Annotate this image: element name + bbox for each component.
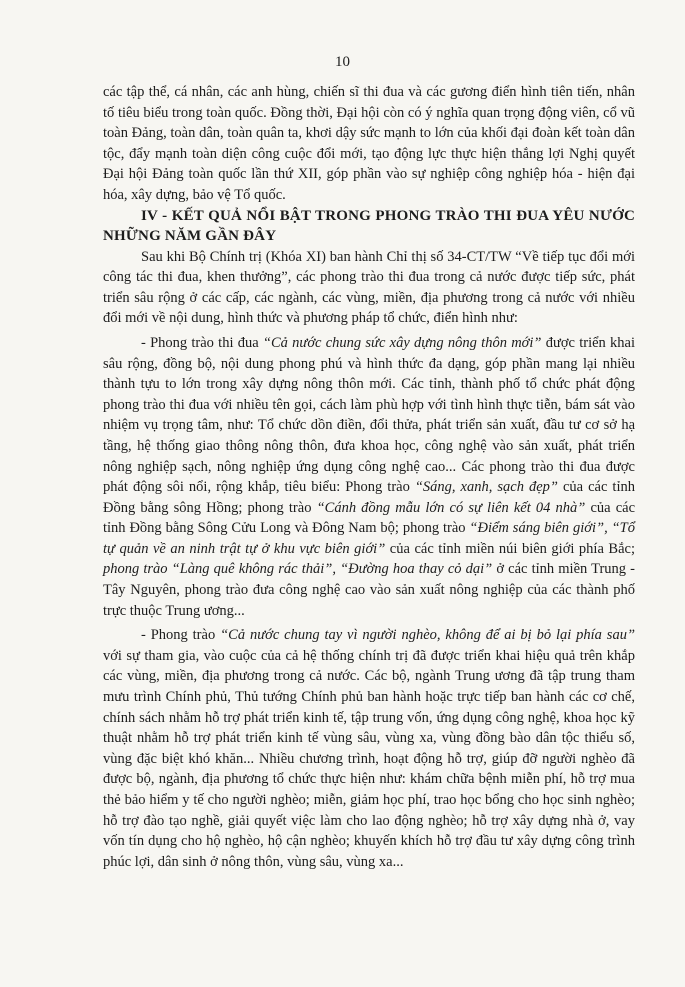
paragraph-intro: các tập thể, cá nhân, các anh hùng, chiến sĩ thi đua và các gương điển hình tiên tiến, nhân tố tiêu biểu trong toàn quốc. Đồng thời, Đại hội còn có ý nghĩa quan trọng động viên, cổ vũ toàn Đảng, toàn dân, toàn quân ta, khơi dậy sức mạnh to lớn của khối đại đoàn kết toàn dân tộc, đẩy mạnh toàn diện công cuộc đổi mới, tạo động lực thực hiện thắng lợi Nghị quyết Đại hội Đảng toàn quốc lần thứ XII, góp phần vào sự nghiệp công nghiệp hóa - hiện đại hóa, xây dựng, bảo vệ Tổ quốc. bbox=[103, 84, 635, 203]
paragraph-new-rural: - Phong trào thi đua “Cả nước chung sức xây dựng nông thôn mới” được triển khai sâu rộng, đồng bộ, nội dung phong phú và hình thức đa dạng, góp phần mang lại nhiều thành tựu to lớn trong xây dựng nông thôn mới. Các tỉnh, thành phố tổ chức phát động phong trào thi đua với nhiều tên gọi, cách làm phù hợp với tình hình thực tiễn, bám sát vào nhiệm vụ trọng tâm, như: Tổ chức dồn điền, đổi thửa, phát triển sản xuất, đầu tư cơ sở hạ tầng, hệ thống giao thông nông thôn, đưa khoa học, công nghệ vào sản xuất, phát triển nông nghiệp sạch, nông nghiệp ứng dụng công nghệ cao... Các phong trào thi đua được phát động sôi nổi, rộng khắp, tiêu biểu: Phong trào “Sáng, xanh, sạch đẹp” của các tỉnh Đồng bằng sông Hồng; phong trào “Cánh đồng mẫu lớn có sự liên kết 04 nhà” của các tỉnh Đồng bằng Sông Cửu Long và Đông Nam bộ; phong trào “Điểm sáng biên giới”, “Tổ tự quản về an ninh trật tự ở khu vực biên giới” của các tỉnh miền núi biên giới phía Bắc; phong trào “Làng quê không rác thải”, “Đường hoa thay cỏ dại” ở các tỉnh miền Trung - Tây Nguyên, phong trào đưa công nghệ cao vào sản xuất nông nghiệp của các thành phố trực thuộc Trung ương... bbox=[103, 334, 636, 619]
page-number: 10 bbox=[335, 54, 350, 70]
paragraph-directive: Sau khi Bộ Chính trị (Khóa XI) ban hành Chỉ thị số 34-CT/TW “Về tiếp tục đổi mới công tác thi đua, khen thưởng”, các phong trào thi đua trong cả nước được tiếp sức, phát triển sâu rộng ở các cấp, các ngành, các vùng, miền, địa phương trong cả nước với nhiều đổi mới về nội dung, hình thức và phương pháp tổ chức, điển hình như: bbox=[103, 248, 635, 327]
paragraph-poverty: - Phong trào “Cả nước chung tay vì người nghèo, không để ai bị bỏ lại phía sau” với sự tham gia, vào cuộc của cả hệ thống chính trị đã được triển khai hiệu quả trên khắp các vùng, miền, địa phương trong cả nước. Các bộ, ngành Trung ương đã tập trung tham mưu trình Chính phủ, Thủ tướng Chính phủ ban hành hoặc trực tiếp ban hành các cơ chế, chính sách nhằm hỗ trợ phát triển kinh tế, tập trung vốn, ứng dụng công nghệ, khoa học kỹ thuật nhằm hỗ trợ phát triển kinh tế vùng sâu, vùng xa, vùng đồng bào dân tộc thiểu số, vùng đặc biệt khó khăn... Nhiều chương trình, hoạt động hỗ trợ, giúp đỡ người nghèo đã được bộ, ngành, địa phương tổ chức thực hiện như: khám chữa bệnh miễn phí, hỗ trợ mua thẻ bảo hiểm y tế cho người nghèo; miễn, giảm học phí, trao học bổng cho học sinh nghèo; hỗ trợ đào tạo nghề, giải quyết việc làm cho lao động nghèo; hỗ trợ xây dựng nhà ở, vay vốn tín dụng cho hộ nghèo, hộ cận nghèo; khuyến khích hỗ trợ đầu tư xây dựng công trình phúc lợi, dân sinh ở nông thôn, vùng sâu, vùng xa... bbox=[103, 627, 636, 870]
page-body bbox=[103, 82, 635, 872]
section-heading: IV - KẾT QUẢ NỔI BẬT TRONG PHONG TRÀO THI ĐUA YÊU NƯỚC NHỮNG NĂM GẦN ĐÂY bbox=[103, 207, 635, 245]
